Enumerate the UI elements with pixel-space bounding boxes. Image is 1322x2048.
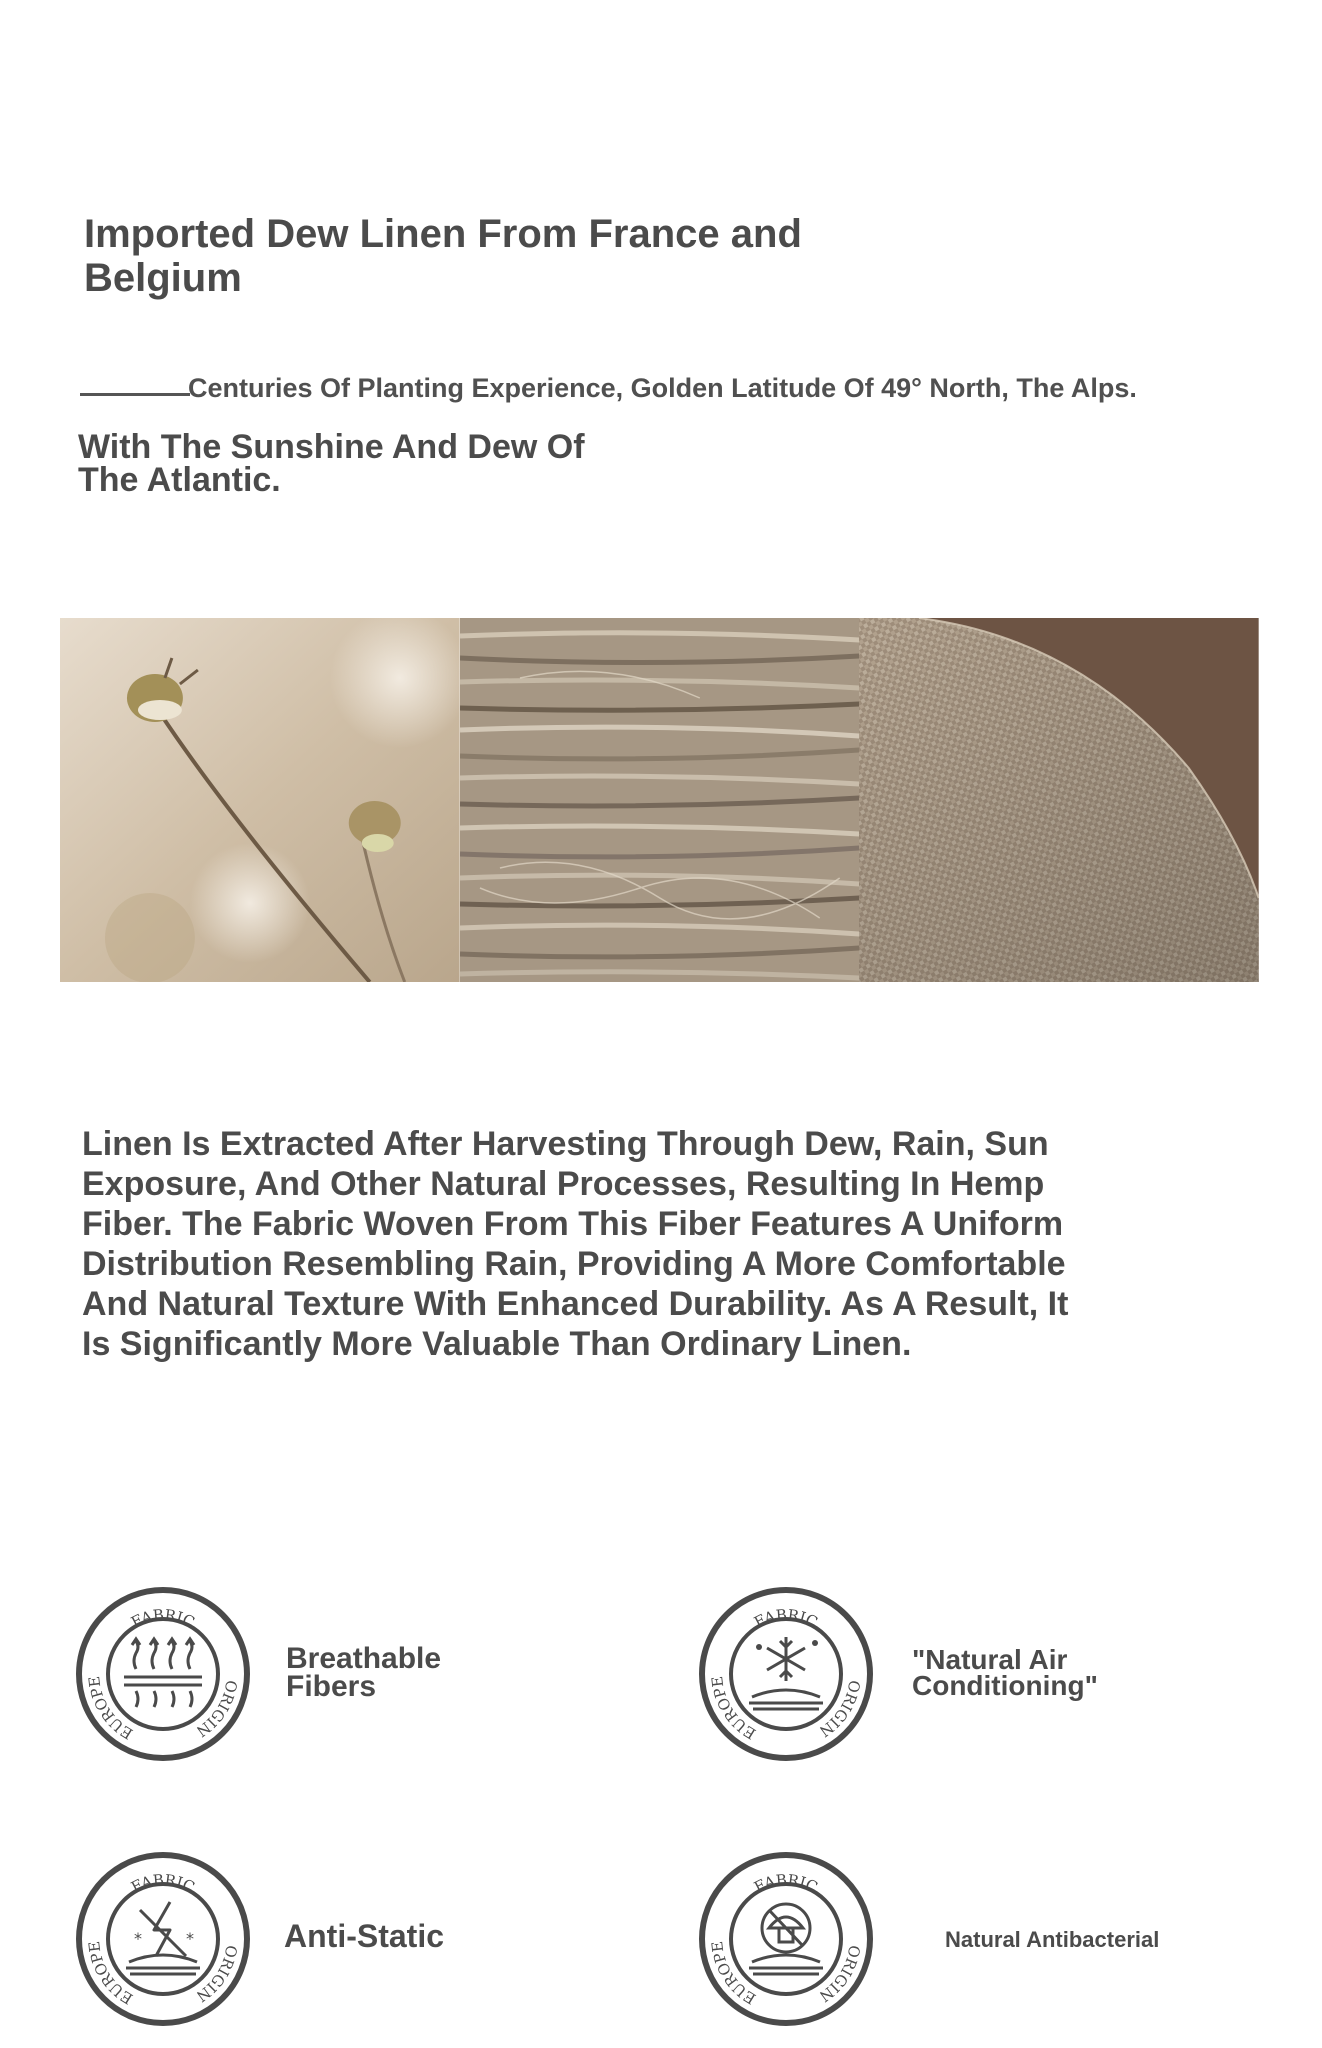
badge-top-text: FABRIC <box>751 1605 821 1632</box>
feature-label: "Natural Air Conditioning" <box>912 1644 1098 1701</box>
feature-antibacterial <box>697 1850 1257 2040</box>
badge-right-text: ORIGIN <box>815 1943 864 2006</box>
badge-right-text: ORIGIN <box>815 1678 864 1741</box>
badge-right-text: ORIGIN <box>192 1678 241 1741</box>
flax-flower-photo <box>60 618 460 982</box>
svg-text:*: * <box>186 1929 194 1948</box>
svg-text:FABRIC <box>751 1606 820 1632</box>
feature-label: Anti-Static <box>284 1918 444 1954</box>
feature-air-conditioning <box>697 1585 1257 1775</box>
svg-text:FABRIC <box>128 1606 197 1632</box>
subtitle-row <box>80 371 1210 411</box>
snowflake-icon <box>697 1585 875 1763</box>
badge-top-text: FABRIC <box>751 1870 821 1897</box>
raw-flax-fiber-photo <box>460 618 860 982</box>
woven-linen-fabric-photo <box>859 618 1259 982</box>
badge-left-text: EUROPE <box>85 1940 137 2008</box>
svg-text:FABRIC <box>751 1871 820 1897</box>
anti-static-icon <box>74 1850 252 2028</box>
divider-rule <box>80 393 190 396</box>
photo-gallery <box>60 618 1259 982</box>
feature-label: Breathable Fibers <box>286 1642 442 1703</box>
antibacterial-icon <box>697 1850 875 2028</box>
badge-left-text: EUROPE <box>708 1675 760 1743</box>
svg-text:*: * <box>134 1929 142 1948</box>
feature-label: Natural Antibacterial <box>945 1927 1160 1952</box>
description-paragraph: Linen Is Extracted After Harvesting Through Dew, Rain, Sun Exposure, And Other Natural Processes, Resulting In Hemp Fiber. The Fabric Woven From This Fiber Features A Uniform Distribution Resembling Rain, Providing A More Comfortable And Natural Texture With Enhanced Durability. As A Result, It Is Significantly More Valuable Than Ordinary Linen. <box>82 1125 1069 1363</box>
badge-left-text: EUROPE <box>85 1675 137 1743</box>
subtitle: Centuries Of Planting Experience, Golden Latitude Of 49° North, The Alps. <box>188 373 1137 403</box>
feature-anti-static <box>74 1850 634 2040</box>
breathable-icon <box>74 1585 252 1763</box>
feature-breathable <box>74 1585 634 1775</box>
badge-top-text: FABRIC <box>128 1605 198 1632</box>
badge-left-text: EUROPE <box>708 1940 760 2008</box>
badge-top-text: FABRIC <box>128 1870 198 1897</box>
svg-text:FABRIC <box>128 1871 197 1897</box>
tagline: With The Sunshine And Dew Of The Atlantic. <box>78 428 585 499</box>
page-title: Imported Dew Linen From France and Belgium <box>84 212 802 300</box>
badge-right-text: ORIGIN <box>192 1943 241 2006</box>
